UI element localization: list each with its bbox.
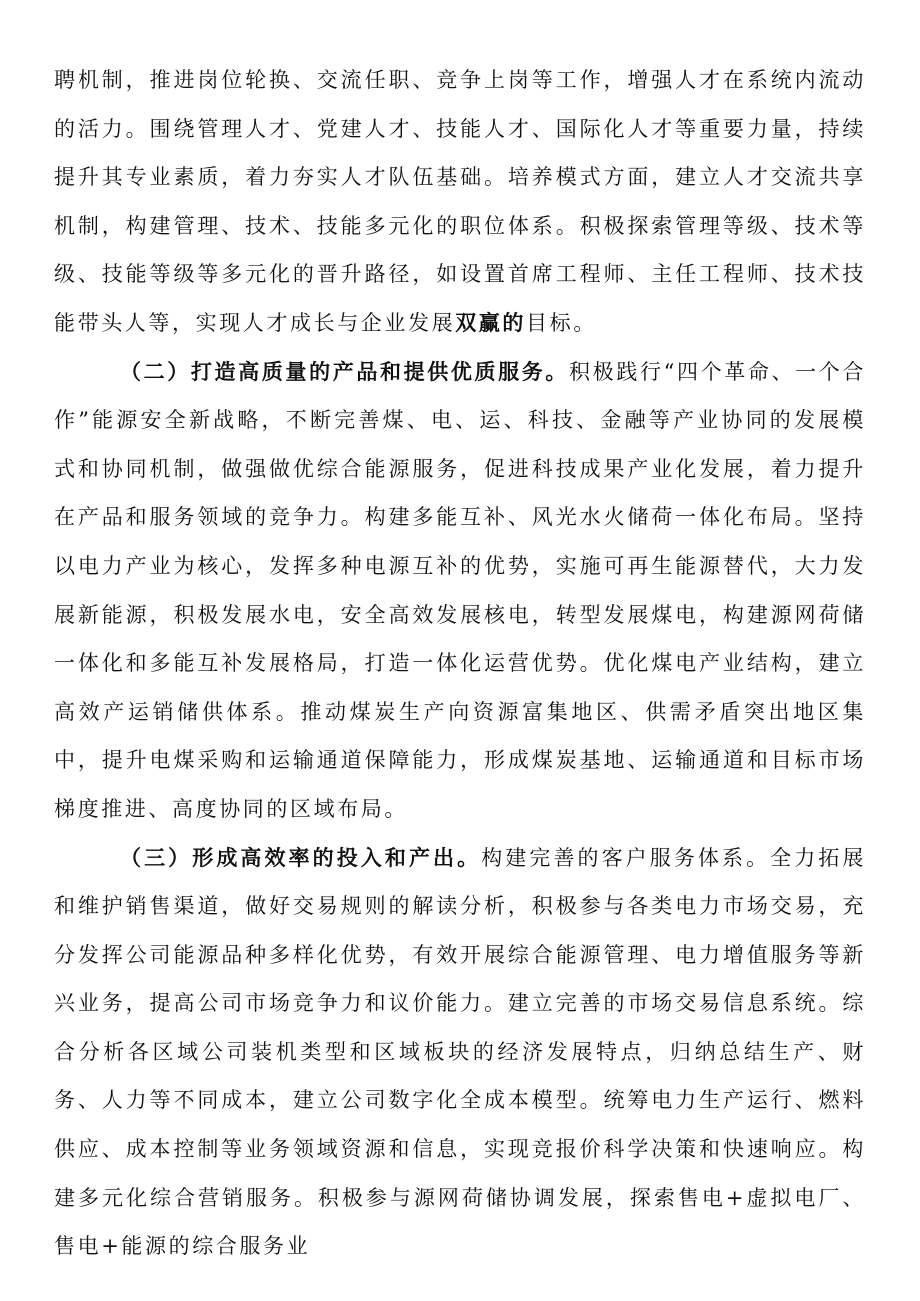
section-heading-2: （二）打造高质量的产品和提供优质服务。 bbox=[120, 358, 570, 384]
section-heading-3: （三）形成高效率的投入和产出。 bbox=[120, 844, 482, 870]
paragraph-efficiency bbox=[54, 834, 866, 1271]
paragraph-talent bbox=[54, 56, 866, 348]
paragraph-products bbox=[54, 348, 866, 834]
document-page bbox=[54, 56, 866, 1271]
paragraph-products-text: 积极践行“四个革命、一个合作”能源安全新战略，不断完善煤、电、运、科技、金融等产业协同的发展模式和协同机制，做强做优综合能源服务，促进科技成果产业化发展，着力提升在产品和服务领域的竞争力。构建多能互补、风光水火储荷一体化布局。坚持以电力产业为核心，发挥多种电源互补的优势，实施可再生能源替代，大力发展新能源，积极发展水电，安全高效发展核电，转型发展煤电，构建源网荷储一体化和多能互补发展格局，打造一体化运营优势。优化煤电产业结构，建立高效产运销储供体系。推动煤炭生产向资源富集地区、供需矛盾突出地区集中，提升电煤采购和运输通道保障能力，形成煤炭基地、运输通道和目标市场梯度推进、高度协同的区域布局。 bbox=[54, 359, 866, 821]
paragraph-talent-text: 聘机制，推进岗位轮换、交流任职、竞争上岗等工作，增强人才在系统内流动的活力。围绕管理人才、党建人才、技能人才、国际化人才等重要力量，持续提升其专业素质，着力夯实人才队伍基础。培养模式方面，建立人才交流共享机制，构建管理、技术、技能多元化的职位体系。积极探索管理等级、技术等级、技能等级等多元化的晋升路径，如设置首席工程师、主任工程师、技术技能带头人等，实现人才成长与企业发展 bbox=[54, 68, 866, 335]
paragraph-talent-end: 目标。 bbox=[526, 310, 597, 335]
paragraph-efficiency-text: 构建完善的客户服务体系。全力拓展和维护销售渠道，做好交易规则的解读分析，积极参与各类电力市场交易，充分发挥公司能源品种多样化优势，有效开展综合能源管理、电力增值服务等新兴业务，提高公司市场竞争力和议价能力。建立完善的市场交易信息系统。综合分析各区域公司装机类型和区域板块的经济发展特点，归纳总结生产、财务、人力等不同成本，建立公司数字化全成本模型。统筹电力生产运行、燃料供应、成本控制等业务领域资源和信息，实现竞报价科学决策和快速响应。构建多元化综合营销服务。积极参与源网荷储协调发展，探索售电+虚拟电厂、售电+能源的综合服务业 bbox=[54, 845, 866, 1259]
bold-phrase: 双赢的 bbox=[455, 309, 527, 335]
